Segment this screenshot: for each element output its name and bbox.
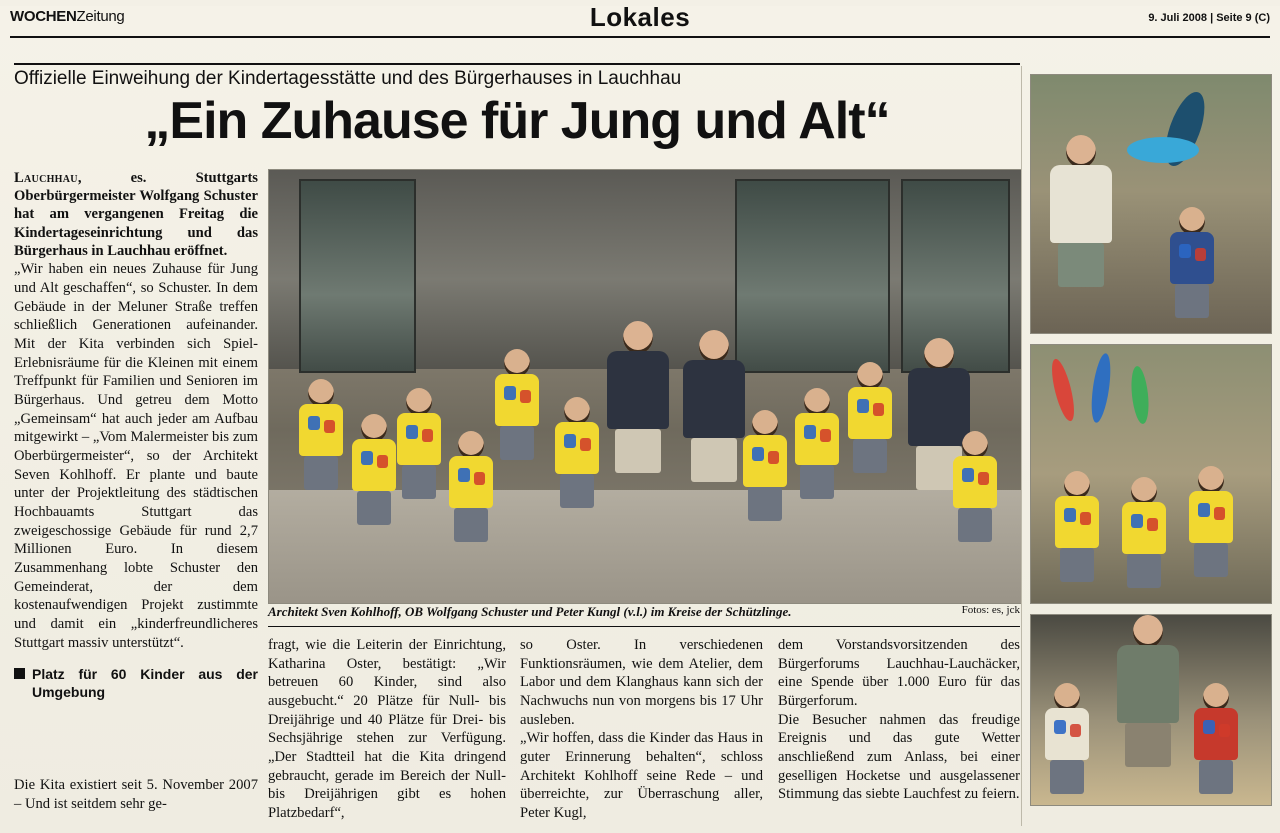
lead-text: , es. Stuttgarts Oberbürgermeister Wolfgang Schuster hat am vergangenen Freitag die Kindertageseinrichtung und das Bürgerhaus in Lauchhau eröffnet. bbox=[14, 170, 258, 259]
section-title: Lokales bbox=[589, 2, 691, 32]
photo-child bbox=[495, 349, 539, 460]
subhead-text: Platz für 60 Kinder aus der Umgebung bbox=[32, 666, 258, 700]
rail-photo-2 bbox=[1030, 344, 1272, 604]
column3-paragraph-1: so Oster. In verschiedenen Funktionsräumen, wie dem Atelier, dem Labor und dem Klanghaus kann sich der Nachwuchs nun von morgens bis 17 Uhr ausleben. bbox=[520, 637, 763, 728]
main-photo bbox=[268, 169, 1022, 604]
balloon-icon bbox=[1127, 137, 1199, 163]
photo-caption-row bbox=[268, 604, 1020, 620]
article-kicker: Offizielle Einweihung der Kindertagesstätte und des Bürgerhauses in Lauchhau bbox=[14, 68, 682, 89]
rail1-child bbox=[1170, 207, 1214, 318]
article-column-2 bbox=[268, 636, 506, 823]
photo-glass-door bbox=[299, 179, 416, 374]
article-subhead bbox=[14, 666, 258, 701]
photo-glass-door-right bbox=[735, 179, 889, 374]
rail2-child bbox=[1055, 471, 1099, 582]
article-column-4 bbox=[778, 636, 1020, 804]
rail3-child bbox=[1045, 683, 1089, 794]
logo-bold-part: WOCHEN bbox=[10, 8, 77, 25]
photo-child bbox=[449, 431, 493, 542]
column1-tail-paragraph: Die Kita existiert seit 5. November 2007 – Und ist seitdem sehr ge- bbox=[14, 777, 258, 812]
article-column-1 bbox=[14, 169, 258, 701]
column3-paragraph-2: „Wir hoffen, dass die Kinder das Haus in guter Erinnerung behalten“, schloss Architekt Kohlhoff seine Rede – und überreichte, zur Überraschung aller, Peter Kugl, bbox=[520, 730, 763, 822]
rail-divider bbox=[1021, 66, 1022, 826]
masthead bbox=[10, 2, 1270, 38]
caption-rule bbox=[268, 626, 1020, 627]
photo-caption: Architekt Sven Kohlhoff, OB Wolfgang Schuster und Peter Kungl (v.l.) im Kreise der Schützlinge. bbox=[268, 604, 792, 619]
rail-photo-3 bbox=[1030, 614, 1272, 806]
newspaper-page bbox=[0, 2, 1280, 833]
photo-child bbox=[953, 431, 997, 542]
photo-credit: Fotos: es, jck bbox=[961, 604, 1020, 616]
column4-paragraph-2: Die Besucher nahmen das freudige Ereignis und das gute Wetter anschließend zum Anlass, bei einer geselligen Hocketse und ausgelassener Stimmung das siebte Lauchfest zu feiern. bbox=[778, 711, 1020, 803]
photo-adult-mayor bbox=[683, 330, 745, 482]
photo-child bbox=[352, 414, 396, 525]
article-column-3 bbox=[520, 636, 763, 823]
rail2-child bbox=[1122, 477, 1166, 588]
page-title: „Ein Zuhause für Jung und Alt“ bbox=[144, 92, 890, 150]
column4-paragraph-1: dem Vorstandsvorsitzenden des Bürgerforums Lauchhau-Lauchäcker, eine Spende über 1.000 Euro für das Bürgerforum. bbox=[778, 637, 1020, 710]
photo-child bbox=[795, 388, 839, 499]
photo-adult-architect bbox=[607, 321, 669, 473]
column2-paragraph: fragt, wie die Leiterin der Einrichtung, Katharina Oster, bestätigt: „Wir betreuen 60 Kinder, sind also ausgebucht.“ 20 Plätze für Null- bis Dreijährige und 40 Plätze für Drei- bis Sechsjährige stehen zur Verfügung. „Der Stadtteil hat die Kita dringend gebraucht, gerade im Bereich der Null- bis Dreijährigen gibt es hohen Platzbedarf“, bbox=[268, 637, 506, 822]
photo-child bbox=[397, 388, 441, 499]
photo-child bbox=[555, 397, 599, 508]
rail2-child bbox=[1189, 466, 1233, 577]
rail1-adult bbox=[1050, 135, 1112, 287]
article-column-1-tail bbox=[14, 776, 258, 813]
dateline-place: Lauchhau bbox=[14, 170, 78, 186]
issue-info: 9. Juli 2008 | Seite 9 (C) bbox=[1148, 12, 1270, 24]
kicker-rule bbox=[14, 63, 1020, 65]
article-lead bbox=[14, 169, 258, 260]
rail-photo-1 bbox=[1030, 74, 1272, 334]
photo-child bbox=[848, 362, 892, 473]
logo-light-part: Zeitung bbox=[76, 8, 125, 25]
photo-child bbox=[299, 379, 343, 490]
photo-rail bbox=[1030, 74, 1270, 816]
square-bullet-icon bbox=[14, 668, 25, 679]
column1-paragraph: „Wir haben ein neues Zuhause für Jung und Alt geschaffen“, so Schuster. In dem Gebäude in der Meluner Straße treffen schließlich Generationen aufeinander. Mit der Kita verbinden sich Spiel- Erlebnisräume für die Kleinen mit einem Treffpunkt für Familien und Senioren im Bürgerhaus. Und getreu dem Motto „Gemeinsam“ hat auch jeder am Aufbau mitgewirkt – „Vom Malermeister bis zum Oberbürgermeister“, so der Architekt Seven Kohlhoff. Er plante und baute unter der Projektleitung des städtischen Hochbauamts Stuttgart das zweigeschossige Gebäude für rund 2,7 Millionen Euro. In diesem Zusammenhang lobte Schuster den Gemeinderat, der dem kostenaufwendigen Projekt zustimmte und damit ein „kinderfreundlicheres Stuttgart massiv unterstützt“. bbox=[14, 261, 258, 651]
photo-child bbox=[743, 410, 787, 521]
rail3-adult bbox=[1117, 615, 1179, 767]
rail3-child bbox=[1194, 683, 1238, 794]
